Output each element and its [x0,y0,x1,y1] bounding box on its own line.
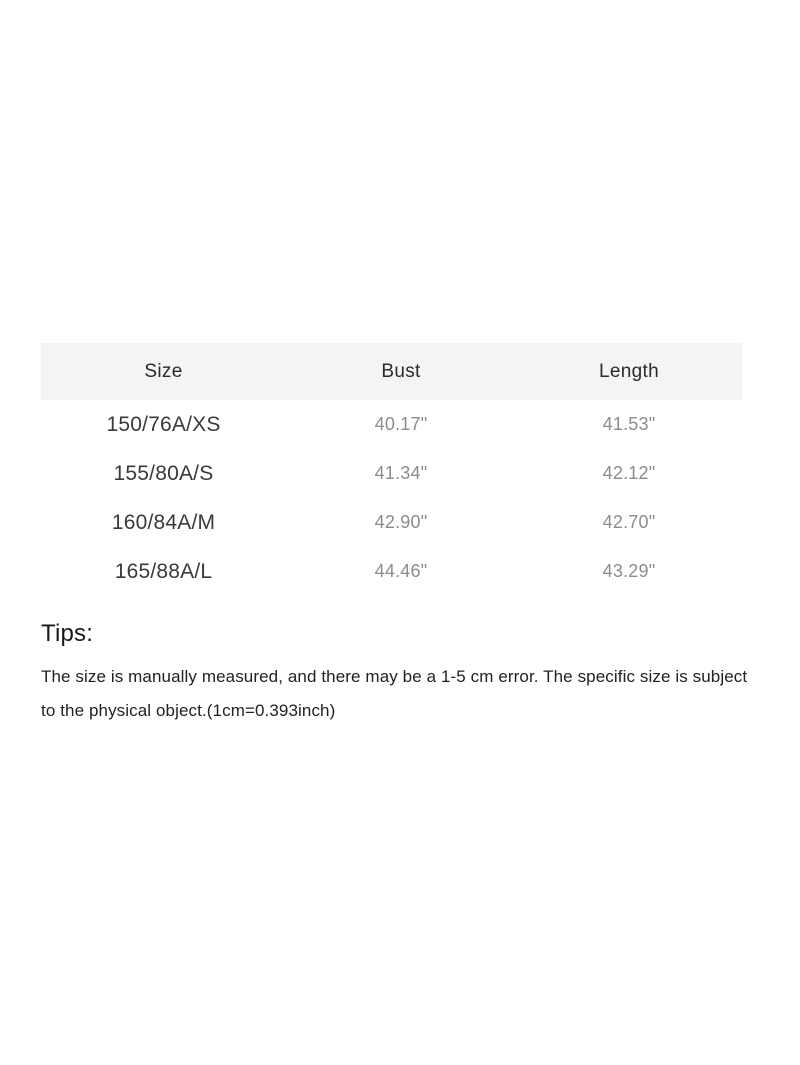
cell-size: 155/80A/S [113,461,214,485]
cell-size: 160/84A/M [111,510,216,534]
cell-length: 41.53" [602,414,656,434]
tips-title: Tips: [41,620,94,647]
column-header-bust: Bust [381,360,421,382]
size-chart-table [41,343,742,596]
tips-body: The size is manually measured, and there may be a 1-5 cm error. The specific size is subject to the physical object.(1cm=0.393inch) [41,667,748,720]
table-row [41,498,742,547]
table-row [41,400,742,449]
cell-size: 165/88A/L [114,559,213,583]
cell-bust: 42.90" [374,512,428,532]
cell-bust: 44.46" [374,561,428,581]
tips-section [41,620,761,728]
cell-bust: 41.34" [374,463,428,483]
column-header-length: Length [599,360,659,382]
cell-size: 150/76A/XS [106,412,221,436]
cell-bust: 40.17" [374,414,428,434]
table-row [41,547,742,596]
table-row [41,449,742,498]
cell-length: 42.70" [602,512,656,532]
table-header-row [41,343,742,400]
cell-length: 42.12" [602,463,656,483]
cell-length: 43.29" [602,561,656,581]
column-header-size: Size [144,360,183,382]
